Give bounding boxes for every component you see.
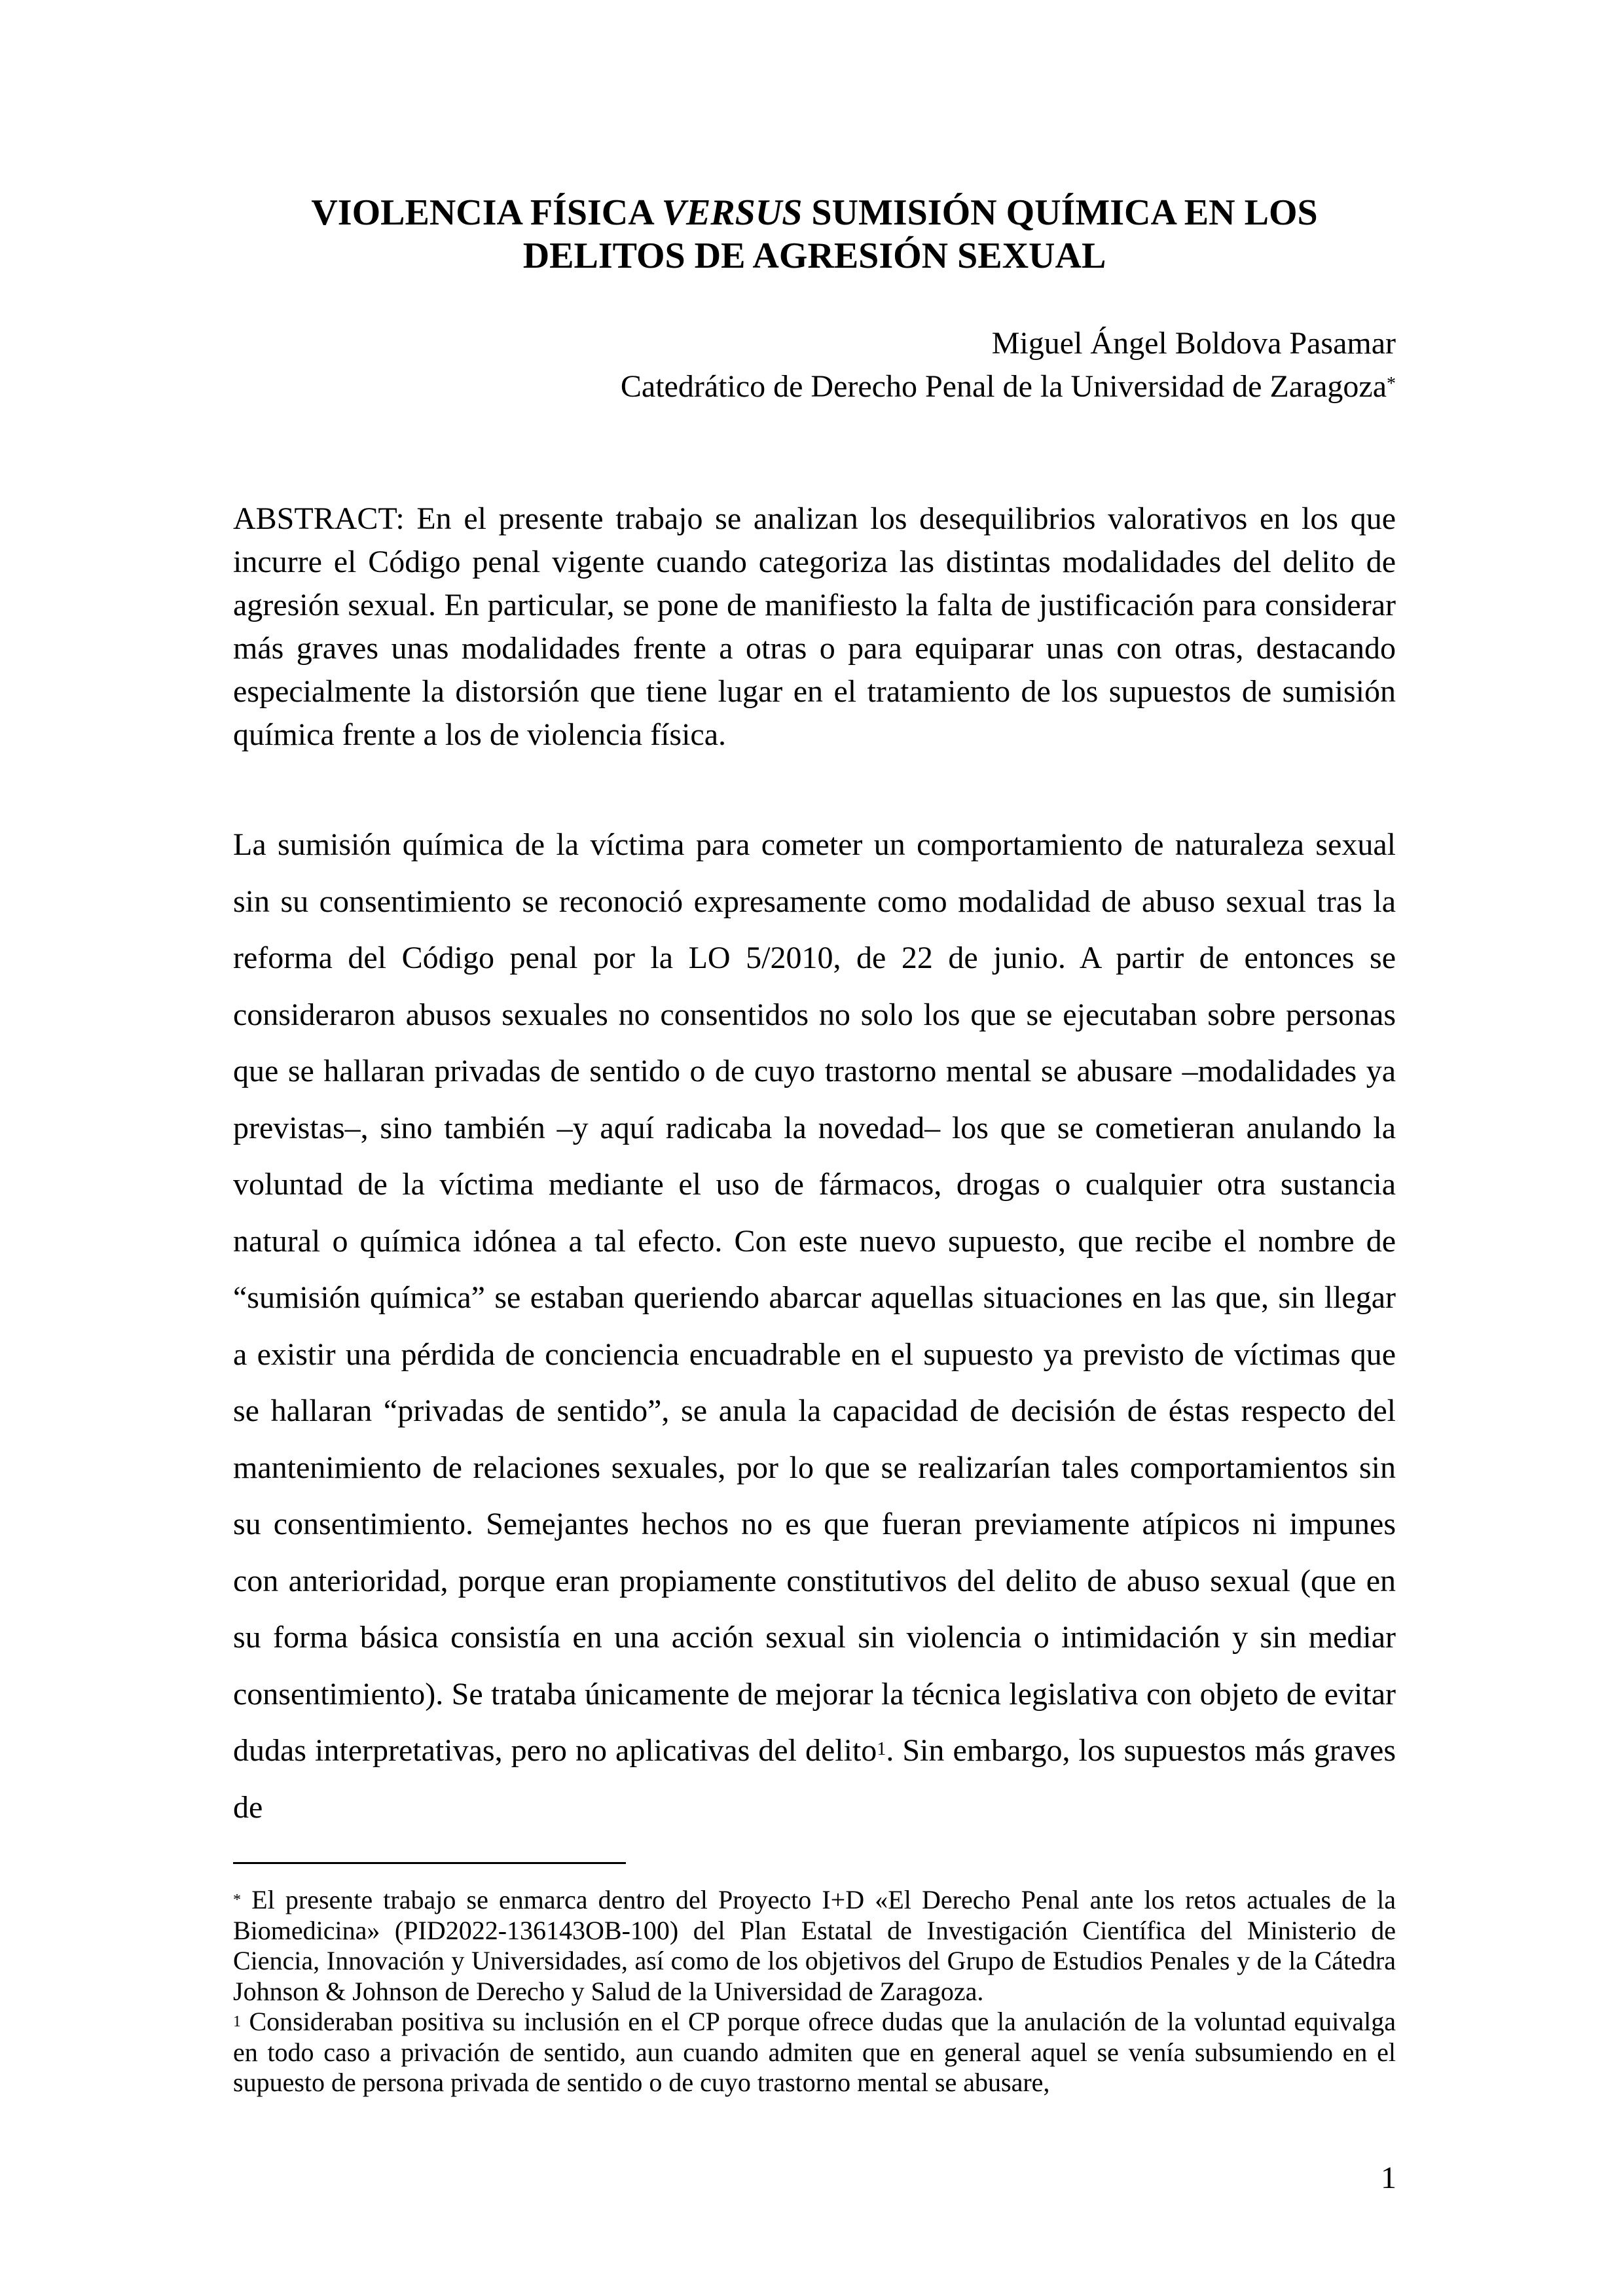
footnote-ref-1[interactable]: 1 <box>877 1739 886 1759</box>
title-italic-versus: VERSUS <box>661 192 803 233</box>
footnote-1: $^1$ Consideraban positiva su inclusión en el CP porque ofrece dudas que la anulación de la voluntad equivalga en todo caso a privación de sentido, aun cuando admiten que en general aquel se venía subsumiendo en el supuesto de persona privada de sentido o de cuyo trastorno mental se abusare, <box>233 2007 1396 2097</box>
document-page <box>233 0 1396 2296</box>
title-line-1: VIOLENCIA FÍSICA VERSUS SUMISIÓN QUÍMICA EN LOS <box>311 192 1318 233</box>
page-number: 1 <box>1381 2161 1396 2195</box>
title-line-2: DELITOS DE AGRESIÓN SEXUAL <box>522 236 1106 276</box>
abstract: ABSTRACT: En el presente trabajo se analizan los desequilibrios valorativos en los que incurre el Código penal vigente cuando categoriza las distintas modalidades del delito de agresión sexual. En particular, se pone de manifiesto la falta de justificación para considerar más graves unas modalidades frente a otras o para equiparar unas con otras, destacando especialmente la distorsión que tiene lugar en el tratamiento de los supuestos de sumisión química frente a los de violencia física. <box>233 501 1396 752</box>
footnote-mark: * <box>233 1892 241 1909</box>
body-paragraph: La sumisión química de la víctima para cometer un comportamiento de naturaleza sexual sin su consentimiento se reconoció expresamente como modalidad de abuso sexual tras la reforma del Código penal por la LO 5/2010, de 22 de junio. A partir de entonces se consideraron abusos sexuales no consentidos no solo los que se ejecutaban sobre personas que se hallaran privadas de sentido o de cuyo trastorno mental se abusare –modalidades ya previstas–, sino también –y aquí radicaba la novedad– los que se cometieran anulando la voluntad de la víctima mediante el uso de fármacos, drogas o cualquier otra sustancia natural o química idónea a tal efecto. Con este nuevo supuesto, que recibe el nombre de “sumisión química” se estaban queriendo abarcar aquellas situaciones en las que, sin llegar a existir una pérdida de conciencia encuadrable en el supuesto ya previsto de víctimas que se hallaran “privadas de sentido”, se anula la capacidad de decisión de éstas respecto del mantenimiento de relaciones sexuales, por lo que se realizarían tales comportamientos sin su consentimiento. Semejantes hechos no es que fueran previamente atípicos ni impunes con anterioridad, porque eran propiamente constitutivos del delito de abuso sexual (que en su forma básica consistía en una acción sexual sin violencia o intimidación y sin mediar consentimiento). Se trataba únicamente de mejorar la técnica legislativa con objeto de evitar dudas interpretativas, pero no aplicativas del delito$^1$. Sin embargo, los supuestos más graves de <box>233 827 1396 1825</box>
paper-title <box>233 191 1396 278</box>
footnote-ref-asterisk[interactable]: * <box>1387 374 1396 394</box>
author-block <box>621 322 1396 408</box>
footnote-mark: 1 <box>233 2013 241 2030</box>
footnote-asterisk: * El presente trabajo se enmarca dentro del Proyecto I+D «El Derecho Penal ante los retos actuales de la Biomedicina» (PID2022-136143OB-100) del Plan Estatal de Investigación Científica del Ministerio de Ciencia, Innovación y Universidades, así como de los objetivos del Grupo de Estudios Penales y de la Cátedra Johnson & Johnson de Derecho y Salud de la Universidad de Zaragoza. <box>233 1885 1396 2006</box>
footnote-separator <box>233 1862 626 1864</box>
footnotes <box>233 1885 1396 2098</box>
author-affiliation: Catedrático de Derecho Penal de la Universidad de Zaragoza* <box>620 369 1396 404</box>
author-name: Miguel Ángel Boldova Pasamar <box>991 326 1396 361</box>
